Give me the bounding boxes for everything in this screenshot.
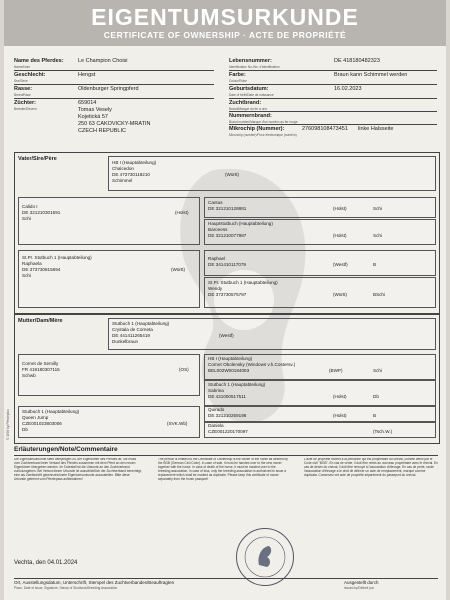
sire-sire-sire-name: Cantus	[208, 200, 223, 205]
certificate-header	[4, 0, 446, 46]
notes-french: L'acte de propriété revient à la personne qui est propriétaire du cheval, comme défini par le Code civil "BGB". En cas de vente, il doit être remis au nouveau propriétaire avec le cheval. En cas de décès du cheval, il doit être renvoyé à l'association d'élevage. En cas de perte, seule l'association d'élevage a le droit de délivrer un acte de remplacement, marqué comme duplicata. Conservez cet acte de propriété séparément du passeport du cheval.	[304, 458, 438, 477]
breeder-label: Züchter:	[14, 100, 36, 106]
sex-label: Geschlecht:	[14, 72, 46, 78]
issued-by-caption-sub: Issued by/Délivré par	[344, 586, 374, 590]
sire-sire-sire-box	[204, 197, 436, 218]
dam-sire-color: Schwb	[22, 373, 36, 378]
dam-sire-dam-box	[204, 380, 436, 406]
sire-dam-dam-color: BSchi	[373, 292, 386, 297]
brand-label: Zuchtbrand:	[229, 100, 262, 106]
sire-sire-ueln: DE 321210301691	[22, 210, 61, 215]
microchip-location: linke Halsseite	[358, 126, 394, 132]
life-number: DE 418180482323	[334, 58, 380, 64]
sire-name: Chalcedon	[112, 166, 134, 171]
dam-ueln: DE 441411265419	[112, 333, 150, 338]
place-date: Vechta, den 04.01.2024	[14, 560, 78, 566]
dam-dam-studbook: Stutbuch 1 (Hauptabteilung)	[22, 409, 80, 414]
microchip-label-sub: Microchip (number)/Puce électronique (numéro)	[229, 133, 297, 137]
dam-dam-box	[18, 406, 200, 438]
dam-dam-sire-box	[204, 406, 436, 422]
dam-dam-name: Queen Jump	[22, 415, 49, 420]
dam-name: Crystala de Corneta	[112, 327, 153, 332]
notes-german: Die Eigentumsurkunde steht demjenigen zu, der Eigentümer des Pferdes ist. Sie muss vom Zuchtverband beim Verkauf des Pferdes zusammen mit dem Pferd an den neuen Eigentümer übergeben werden. Im Todesfall ist die Urkunde an den Zuchtverband zurückzugeben. Bei Verlust dieser Urkunde ist ausschließlich der Zuchtverband berechtigt, eine als Zweitschrift gekennzeichnete Eigentumsurkunde auszustellen. Bitte diese Urkunde getrennt vom Pferdepass aufbewahren!	[14, 458, 142, 481]
dam-sire-sire-box	[204, 354, 436, 380]
divider	[229, 70, 437, 71]
dam-section-title: Mutter/Dam/Mère	[18, 318, 63, 324]
divider	[229, 98, 437, 99]
sire-sire-sire-ueln: DE 321210128881	[208, 206, 247, 211]
dam-dam-registry: (SVK.Wb)	[167, 421, 188, 426]
sire-ueln: DE 473730118210	[112, 172, 150, 177]
sire-sire-box	[18, 197, 200, 245]
sire-dam-sire-color: B	[373, 262, 377, 267]
sire-color: Schimmel	[112, 178, 133, 183]
sire-dam-studbook: St.Pr. Stutbuch 1 (Hauptabteilung)	[22, 255, 92, 260]
dam-dam-ueln: CZE001023803006	[22, 421, 62, 426]
sire-dam-dam-box	[204, 277, 436, 308]
color-label-sub: Colour/Robe	[229, 79, 247, 83]
sire-sire-dam-registry: (Holst)	[333, 233, 347, 238]
sire-dam-box	[18, 250, 200, 308]
dam-dam-sire-name: Quirado	[208, 407, 225, 412]
sire-dam-color: Schi	[22, 273, 31, 278]
dam-sire-dam-studbook: Stutbuch 1 (Hauptabteilung)	[208, 382, 266, 387]
divider	[14, 98, 214, 99]
signature-caption-sub: Place, Date of issue, Signature, Stamp of Studbook/Breeding Association	[14, 586, 118, 590]
dam-studbook: Stutbuch 1 (Hauptabteilung)	[112, 321, 170, 326]
dam-box	[108, 318, 436, 350]
dam-dam-sire-ueln: DE 321210259198	[208, 413, 247, 418]
breeder-label-sub: Breeder/Eleveur	[14, 107, 38, 111]
breeder-line: 659014	[78, 100, 97, 106]
sire-dam-dam-registry: (Württ)	[333, 292, 348, 297]
dam-sire-name: Cornet de Semilly	[22, 361, 59, 366]
sire-dam-dam-name: Wendy	[208, 286, 223, 291]
dam-sire-ueln: FR 418180307115	[22, 367, 60, 372]
sire-section-title: Vater/Sire/Père	[18, 156, 57, 162]
sire-sire-dam-name: Baroness	[208, 227, 228, 232]
color-label: Farbe:	[229, 72, 246, 78]
sire-dam-dam-ueln: DE 373730575787	[208, 292, 247, 297]
divider	[229, 124, 437, 125]
dam-sire-sire-registry: (BWP)	[329, 368, 343, 373]
divider	[14, 578, 438, 579]
microchip-label: Mikrochip (Nummer):	[229, 126, 285, 132]
divider	[14, 84, 214, 85]
sire-sire-sire-color: Schi	[373, 206, 382, 211]
dam-dam-dam-box	[204, 422, 436, 438]
dam-sire-box	[18, 354, 200, 396]
dam-dam-dam-ueln: CZE001220170097	[208, 429, 248, 434]
sire-sire-name: Calido I	[22, 204, 38, 209]
dam-sire-sire-studbook: HB I (Hauptabteilung)	[208, 356, 253, 361]
dam-sire-sire-ueln: BEL002W00184083	[208, 368, 250, 373]
sire-sire-color: Schi	[22, 216, 31, 221]
certificate-page	[4, 0, 446, 600]
dam-dam-sire-registry: (Holst)	[333, 413, 347, 418]
dam-dam-color: Db	[22, 427, 28, 432]
issued-by-caption: Ausgestellt durch	[344, 580, 379, 585]
sire-registry: (Württ)	[225, 172, 240, 177]
dam-dam-sire-color: B	[373, 413, 377, 418]
dam-color: Dunkelbraun	[112, 339, 139, 344]
signature-caption: Ort, Ausstellungsdatum, Unterschrift, Stempel des Zuchtverbandes/Beauftragten	[14, 580, 175, 585]
breed-label-sub: Breed/Race	[14, 93, 31, 97]
sire-sire-dam-ueln: DE 321210077987	[208, 233, 247, 238]
name-label: Name des Pferdes:	[14, 58, 64, 64]
name-label-sub: Name/Nom	[14, 65, 31, 69]
sire-sire-dam-studbook: Hauptstutbuch (Hauptabteilung)	[208, 221, 273, 226]
microchip-number: 276098108473451	[302, 126, 348, 132]
sire-dam-sire-name: Raphael	[208, 256, 226, 261]
dam-sire-dam-name: Sabrina	[208, 388, 224, 393]
dam-sire-sire-name: Cornet Obolensky (Windows v.h.Costersv.)	[208, 362, 296, 367]
horse-dob: 16.02.2023	[334, 86, 362, 92]
breeder-line: 250 63 CAKOVICKY-MRATIN	[78, 121, 151, 127]
dam-sire-sire-color: Schi	[373, 368, 382, 373]
sire-sire-registry: (Holst)	[175, 210, 189, 215]
dam-sire-dam-color: Db	[373, 394, 379, 399]
dam-dam-dam-registry: (Tsch.W.)	[373, 429, 393, 434]
dam-sire-dam-ueln: DE 421000517511	[208, 394, 246, 399]
sire-studbook: HB I (Hauptabteilung)	[112, 160, 157, 165]
breeder-line: CZECH REPUBLIC	[78, 128, 126, 134]
sire-sire-dam-box	[204, 219, 436, 245]
breed-label: Rasse:	[14, 86, 33, 92]
brand-label-sub: Brand/Marque du fer à une	[229, 107, 268, 111]
notes-title: Erläuterungen/Note/Commentaire	[14, 446, 118, 453]
sire-dam-sire-box	[204, 250, 436, 276]
stamp-emblem-icon	[237, 529, 293, 585]
life-number-label-sub: Identification No./No. d'identification	[229, 65, 280, 69]
sire-dam-dam-studbook: St.Pr. Stutbuch 1 (Hauptabteilung)	[208, 280, 278, 285]
breeder-line: Kojetická 57	[78, 114, 108, 120]
divider	[229, 111, 437, 112]
dam-dam-dam-name: Daniela	[208, 423, 224, 428]
breeder-line: Tomas Vesely	[78, 107, 112, 113]
sire-dam-sire-registry: (Westf)	[333, 262, 348, 267]
copyright-note: © 1999 by Pferdeplus	[6, 409, 10, 440]
divider	[229, 84, 437, 85]
sire-sire-dam-color: Schi	[373, 233, 382, 238]
horse-sex: Hengst	[78, 72, 96, 78]
sire-dam-registry: (Württ)	[171, 267, 186, 272]
certificate-title: EIGENTUMSURKUNDE	[91, 4, 359, 30]
sire-dam-name: Raphaela	[22, 261, 42, 266]
sex-label-sub: Sex/Sexe	[14, 79, 28, 83]
life-number-label: Lebensnummer:	[229, 58, 272, 64]
sire-dam-sire-ueln: DE 341410117079	[208, 262, 246, 267]
brand-number-label-sub: Brand number/Marque d'un numéro au fer rouge	[229, 120, 298, 124]
sire-box	[108, 156, 436, 191]
certificate-subtitle: CERTIFICATE OF OWNERSHIP · ACTE DE PROPRIÉTÉ	[103, 30, 347, 40]
horse-color: Braun kann Schimmel werden	[334, 72, 408, 78]
dam-registry: (Westf)	[219, 333, 234, 338]
horse-name: Le Champion Choisi	[78, 58, 128, 64]
sire-sire-sire-registry: (Holst)	[333, 206, 347, 211]
sire-dam-ueln: DE 373730815694	[22, 267, 61, 272]
divider	[14, 455, 438, 456]
horse-breed: Oldenburger Springpferd	[78, 86, 139, 92]
dob-label: Geburtsdatum:	[229, 86, 269, 92]
notes-english: The person is entitled to the Certificate of Ownership is the owner of the horse as defined by the BGB (German Civil Code). In case of sale, it must be handed over to the new owner together with the horse. In case of death of the horse, it must be handed over to the breeding association. In case of loss, only the breeding association is authorized to issue a replacement which shall be marked as duplicate. Please keep this certificate of owner separately from the horse passport!	[158, 458, 288, 481]
dob-label-sub: Date of birth/Date de naissance	[229, 93, 274, 97]
dam-sire-registry: (OS)	[179, 367, 189, 372]
brand-number-label: Nummernbrand:	[229, 113, 272, 119]
divider	[14, 70, 214, 71]
dam-sire-dam-registry: (Holst)	[333, 394, 347, 399]
